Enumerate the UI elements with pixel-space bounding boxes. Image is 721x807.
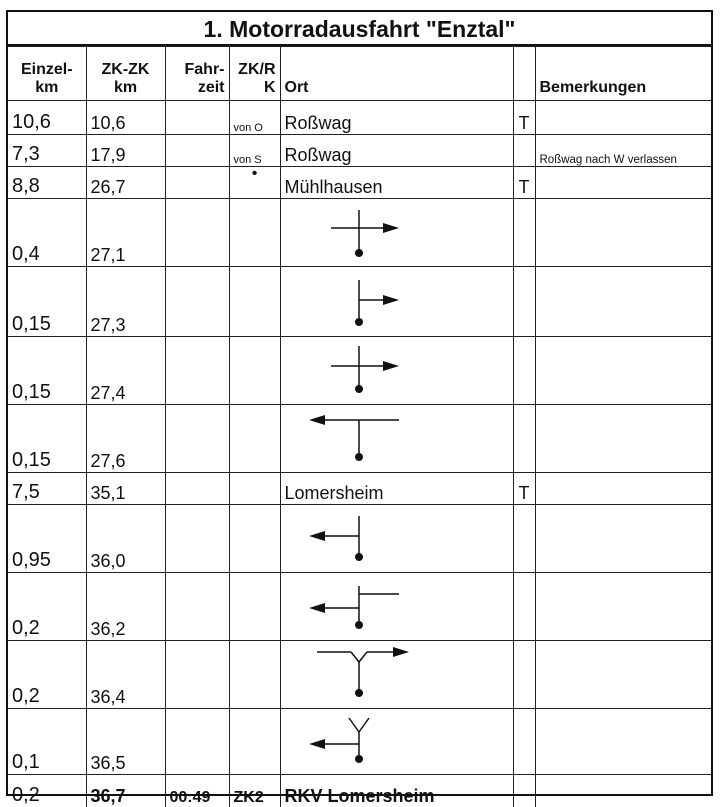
cell-t — [513, 641, 535, 709]
table-row — [8, 337, 711, 405]
cell-ort: Roßwag — [280, 101, 513, 135]
cell-zkr — [229, 505, 280, 573]
header-ort: Ort — [280, 47, 513, 101]
cell-bemerkungen — [535, 505, 711, 573]
cell-zk: 36,2 — [86, 573, 165, 641]
cell-einzel: 0,95 — [8, 505, 86, 573]
cell-ort — [280, 199, 513, 267]
cell-einzel: 0,2 — [8, 641, 86, 709]
cell-ort — [280, 505, 513, 573]
cell-ort: Roßwag — [280, 135, 513, 167]
cell-zkr — [229, 199, 280, 267]
cell-bemerkungen — [535, 101, 711, 135]
table-row — [8, 473, 711, 505]
header-bemerkungen: Bemerkungen — [535, 47, 711, 101]
cell-t — [513, 405, 535, 473]
cell-zkr — [229, 337, 280, 405]
table-row — [8, 167, 711, 199]
cell-ort — [280, 573, 513, 641]
cell-fahrzeit — [165, 167, 229, 199]
cell-bemerkungen — [535, 267, 711, 337]
cell-zkr — [229, 267, 280, 337]
cell-bemerkungen — [535, 641, 711, 709]
cell-fahrzeit — [165, 135, 229, 167]
cell-einzel: 8,8 — [8, 167, 86, 199]
cell-bemerkungen — [535, 405, 711, 473]
header-fahrzeit: Fahr- zeit — [165, 47, 229, 101]
cell-zk: 17,9 — [86, 135, 165, 167]
cell-zkr — [229, 641, 280, 709]
cell-t — [513, 775, 535, 807]
cell-einzel: 7,5 — [8, 473, 86, 505]
header-row — [8, 47, 711, 101]
cell-zk: 36,7 — [86, 775, 165, 807]
cell-zk: 35,1 — [86, 473, 165, 505]
table-row — [8, 505, 711, 573]
cell-zkr: ZK2 — [229, 775, 280, 807]
cell-bemerkungen — [535, 709, 711, 775]
table-row — [8, 775, 711, 807]
cell-einzel: 0,2 — [8, 775, 86, 807]
cell-einzel: 0,15 — [8, 337, 86, 405]
cell-zk: 27,4 — [86, 337, 165, 405]
cell-bemerkungen — [535, 337, 711, 405]
cell-einzel: 0,15 — [8, 267, 86, 337]
cell-fahrzeit — [165, 337, 229, 405]
cell-zkr — [229, 473, 280, 505]
cell-ort: Mühlhausen — [280, 167, 513, 199]
cell-fahrzeit — [165, 505, 229, 573]
header-zk-zk-km: ZK-ZK km — [86, 47, 165, 101]
t-junction-left-icon — [281, 406, 514, 472]
fork-left-icon — [281, 710, 514, 774]
cell-zk: 27,1 — [86, 199, 165, 267]
cell-zk: 27,6 — [86, 405, 165, 473]
cell-fahrzeit — [165, 573, 229, 641]
cell-zk: 36,5 — [86, 709, 165, 775]
cell-bemerkungen: Roßwag nach W verlassen — [535, 135, 711, 167]
cell-t: T — [513, 101, 535, 135]
cell-t — [513, 135, 535, 167]
staggered-left-icon — [281, 574, 514, 640]
cell-zkr: • — [229, 167, 280, 199]
cell-ort: Lomersheim — [280, 473, 513, 505]
turn-left-icon — [281, 506, 514, 572]
cell-zk: 10,6 — [86, 101, 165, 135]
cell-fahrzeit — [165, 199, 229, 267]
cell-zkr — [229, 405, 280, 473]
cell-fahrzeit — [165, 267, 229, 337]
cell-ort — [280, 337, 513, 405]
cell-t — [513, 505, 535, 573]
cell-einzel: 0,1 — [8, 709, 86, 775]
table-row — [8, 101, 711, 135]
turn-right-icon — [281, 268, 514, 336]
header-zk-rk: ZK/R K — [229, 47, 280, 101]
cell-t: T — [513, 473, 535, 505]
table-row — [8, 267, 711, 337]
cell-fahrzeit — [165, 473, 229, 505]
cell-t — [513, 267, 535, 337]
cell-ort — [280, 709, 513, 775]
cell-t — [513, 573, 535, 641]
cell-bemerkungen — [535, 573, 711, 641]
cell-zkr: von O — [229, 101, 280, 135]
crossroads-right-icon — [281, 338, 514, 404]
cell-einzel: 0,4 — [8, 199, 86, 267]
cell-bemerkungen — [535, 473, 711, 505]
table-row — [8, 641, 711, 709]
header-einzel-km: Einzel- km — [8, 47, 86, 101]
cell-fahrzeit — [165, 641, 229, 709]
cell-einzel: 7,3 — [8, 135, 86, 167]
cell-fahrzeit — [165, 709, 229, 775]
cell-fahrzeit: 00:49 — [165, 775, 229, 807]
cell-zk: 36,4 — [86, 641, 165, 709]
cell-zk: 27,3 — [86, 267, 165, 337]
table-row — [8, 199, 711, 267]
table-row — [8, 135, 711, 167]
cell-zkr — [229, 573, 280, 641]
cell-ort — [280, 641, 513, 709]
cell-einzel: 0,2 — [8, 573, 86, 641]
roadbook-table — [8, 46, 711, 807]
cell-einzel: 0,15 — [8, 405, 86, 473]
cell-ort — [280, 267, 513, 337]
cell-zkr — [229, 709, 280, 775]
cell-zk: 26,7 — [86, 167, 165, 199]
cell-t — [513, 337, 535, 405]
y-junction-right-icon — [281, 642, 514, 708]
table-row — [8, 709, 711, 775]
cell-t — [513, 199, 535, 267]
table-row — [8, 405, 711, 473]
cell-t — [513, 709, 535, 775]
cell-fahrzeit — [165, 405, 229, 473]
cell-zkr: von S — [229, 135, 280, 167]
cell-bemerkungen — [535, 167, 711, 199]
roadbook-sheet — [6, 10, 713, 806]
table-row — [8, 573, 711, 641]
cell-bemerkungen — [535, 199, 711, 267]
cell-fahrzeit — [165, 101, 229, 135]
cell-t: T — [513, 167, 535, 199]
crossroads-straight-right-icon — [281, 200, 514, 266]
cell-ort — [280, 405, 513, 473]
cell-ort: RKV Lomersheim — [280, 775, 513, 807]
header-t — [513, 47, 535, 101]
roadbook-title: 1. Motorradausfahrt "Enztal" — [8, 12, 711, 46]
cell-bemerkungen — [535, 775, 711, 807]
cell-einzel: 10,6 — [8, 101, 86, 135]
cell-zk: 36,0 — [86, 505, 165, 573]
